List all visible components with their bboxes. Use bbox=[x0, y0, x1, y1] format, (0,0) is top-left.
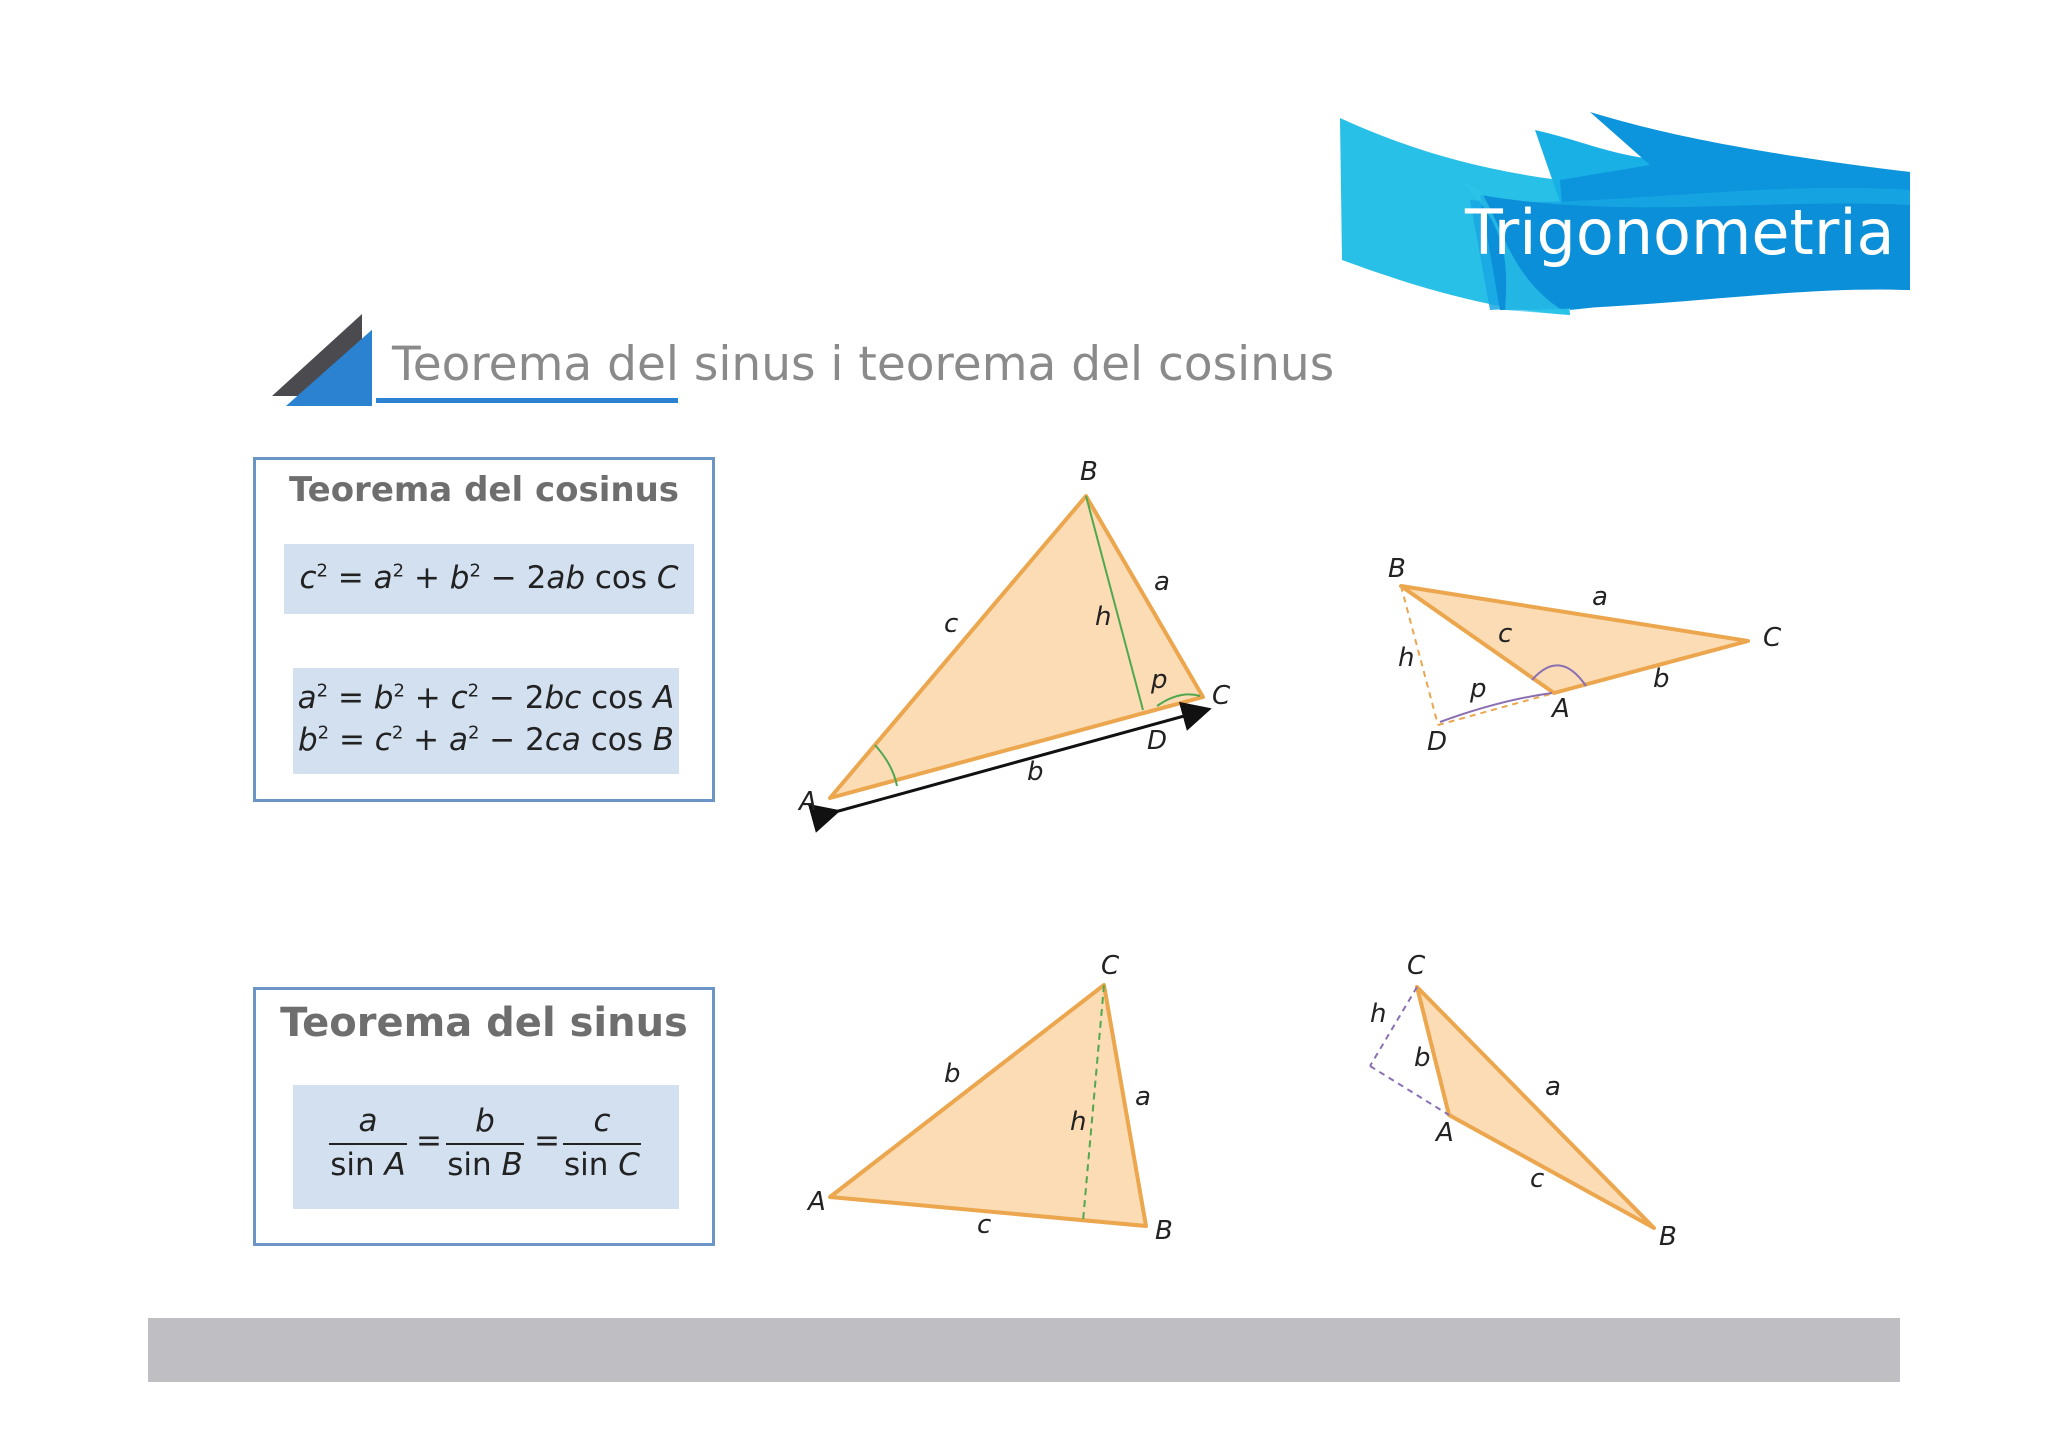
formula-exponent: 2 bbox=[316, 560, 328, 582]
formula-exponent: 2 bbox=[393, 680, 405, 702]
vertex-label-B: B bbox=[1659, 1222, 1677, 1252]
vertex-label-C: C bbox=[1101, 951, 1120, 981]
fraction-sin: sin bbox=[447, 1147, 502, 1183]
fraction-sin: sin bbox=[564, 1147, 619, 1183]
height-label-h: h bbox=[1095, 602, 1112, 632]
vertex-label-C: C bbox=[1407, 951, 1426, 981]
formula-term: ab bbox=[546, 560, 586, 596]
formula-operator: = bbox=[329, 722, 375, 758]
formula-term: bc bbox=[544, 680, 582, 716]
formula-term: c bbox=[374, 722, 392, 758]
formula-operator: + bbox=[404, 560, 450, 596]
fraction-angle: A bbox=[384, 1147, 406, 1183]
formula-operator: + bbox=[404, 680, 451, 716]
formula-term: a bbox=[448, 722, 468, 758]
formula-operator: − 2 bbox=[479, 680, 545, 716]
formula-operator: − 2 bbox=[480, 560, 547, 596]
triangle-shape bbox=[1401, 586, 1748, 693]
vertex-label-B: B bbox=[1080, 457, 1098, 487]
side-label-c: c bbox=[944, 609, 959, 639]
fraction-angle: B bbox=[501, 1147, 523, 1183]
formula-term: b bbox=[449, 560, 470, 596]
formula-exponent: 2 bbox=[316, 680, 329, 702]
vertex-label-B: B bbox=[1155, 1216, 1173, 1246]
fraction-sin: sin bbox=[330, 1147, 385, 1183]
side-label-a: a bbox=[1154, 567, 1170, 597]
footer-bar bbox=[148, 1318, 1900, 1382]
formula-term: a bbox=[297, 680, 317, 716]
formula-operator: = bbox=[327, 560, 374, 596]
extension-line bbox=[1438, 693, 1554, 725]
side-label-c: c bbox=[1530, 1164, 1545, 1194]
formula-term: b bbox=[297, 722, 318, 758]
fraction-numerator: a bbox=[358, 1103, 378, 1139]
equals-sign: = bbox=[534, 1123, 560, 1159]
side-label-b: b bbox=[944, 1059, 961, 1089]
formula-exponent: 2 bbox=[317, 722, 330, 744]
height-label-h: h bbox=[1370, 999, 1387, 1029]
height-label-h: h bbox=[1398, 643, 1415, 673]
formula-operator: − 2 bbox=[479, 722, 545, 758]
cosine-box-title: Teorema del cosinus bbox=[288, 470, 680, 510]
vertex-label-A: A bbox=[1552, 694, 1570, 724]
side-label-b: b bbox=[1414, 1043, 1431, 1073]
fraction-angle: C bbox=[618, 1147, 640, 1183]
side-label-c: c bbox=[977, 1210, 992, 1240]
sine-box-title: Teorema del sinus bbox=[280, 1000, 688, 1046]
vertex-label-A: A bbox=[799, 787, 817, 817]
side-label-c: c bbox=[1498, 619, 1513, 649]
side-label-a: a bbox=[1545, 1072, 1561, 1102]
formula-term: C bbox=[656, 560, 679, 596]
segment-label-p: p bbox=[1470, 674, 1487, 704]
figure-obtuse-triangle-cosine bbox=[1388, 554, 1782, 757]
formula-operator: cos bbox=[585, 560, 657, 596]
equals-sign: = bbox=[416, 1123, 442, 1159]
formula-exponent: 2 bbox=[467, 680, 480, 702]
vertex-label-A: A bbox=[1436, 1118, 1454, 1148]
formula-exponent: 2 bbox=[467, 722, 480, 744]
formula-term: b bbox=[373, 680, 394, 716]
formula-exponent: 2 bbox=[469, 560, 481, 582]
side-label-b: b bbox=[1653, 664, 1670, 694]
point-label-D: D bbox=[1427, 727, 1448, 757]
vertex-label-C: C bbox=[1212, 681, 1231, 711]
figure-acute-triangle-cosine bbox=[797, 457, 1231, 817]
formula-term: a bbox=[373, 560, 393, 596]
formula-term: c bbox=[299, 560, 317, 596]
fraction-numerator: b bbox=[475, 1103, 495, 1139]
vertex-label-B: B bbox=[1388, 554, 1406, 584]
vertex-label-A: A bbox=[808, 1187, 826, 1217]
formula-term: B bbox=[652, 722, 675, 758]
fraction-numerator: c bbox=[593, 1103, 611, 1139]
formula-operator: cos bbox=[580, 722, 653, 758]
section-heading: Teorema del sinus i teorema del cosinus bbox=[392, 337, 1335, 392]
figure-acute-triangle-sine bbox=[806, 951, 1173, 1246]
formula-exponent: 2 bbox=[391, 722, 404, 744]
header-title: Trigonometria bbox=[1465, 196, 1895, 269]
figure-obtuse-triangle-sine bbox=[1370, 951, 1677, 1252]
formula-term: ca bbox=[544, 722, 581, 758]
formula-term: A bbox=[653, 680, 675, 716]
formula-operator: + bbox=[403, 722, 449, 758]
formula-operator: cos bbox=[581, 680, 654, 716]
side-label-a: a bbox=[1135, 1082, 1151, 1112]
triangle-shape bbox=[830, 985, 1146, 1226]
formula-exponent: 2 bbox=[392, 560, 405, 582]
height-label-h: h bbox=[1070, 1107, 1087, 1137]
point-label-D: D bbox=[1147, 726, 1168, 756]
formula-operator: = bbox=[328, 680, 374, 716]
vertex-label-C: C bbox=[1763, 623, 1782, 653]
formula-term: c bbox=[450, 680, 468, 716]
side-label-b: b bbox=[1027, 757, 1044, 787]
side-label-a: a bbox=[1592, 582, 1608, 612]
segment-label-p: p bbox=[1151, 665, 1168, 695]
